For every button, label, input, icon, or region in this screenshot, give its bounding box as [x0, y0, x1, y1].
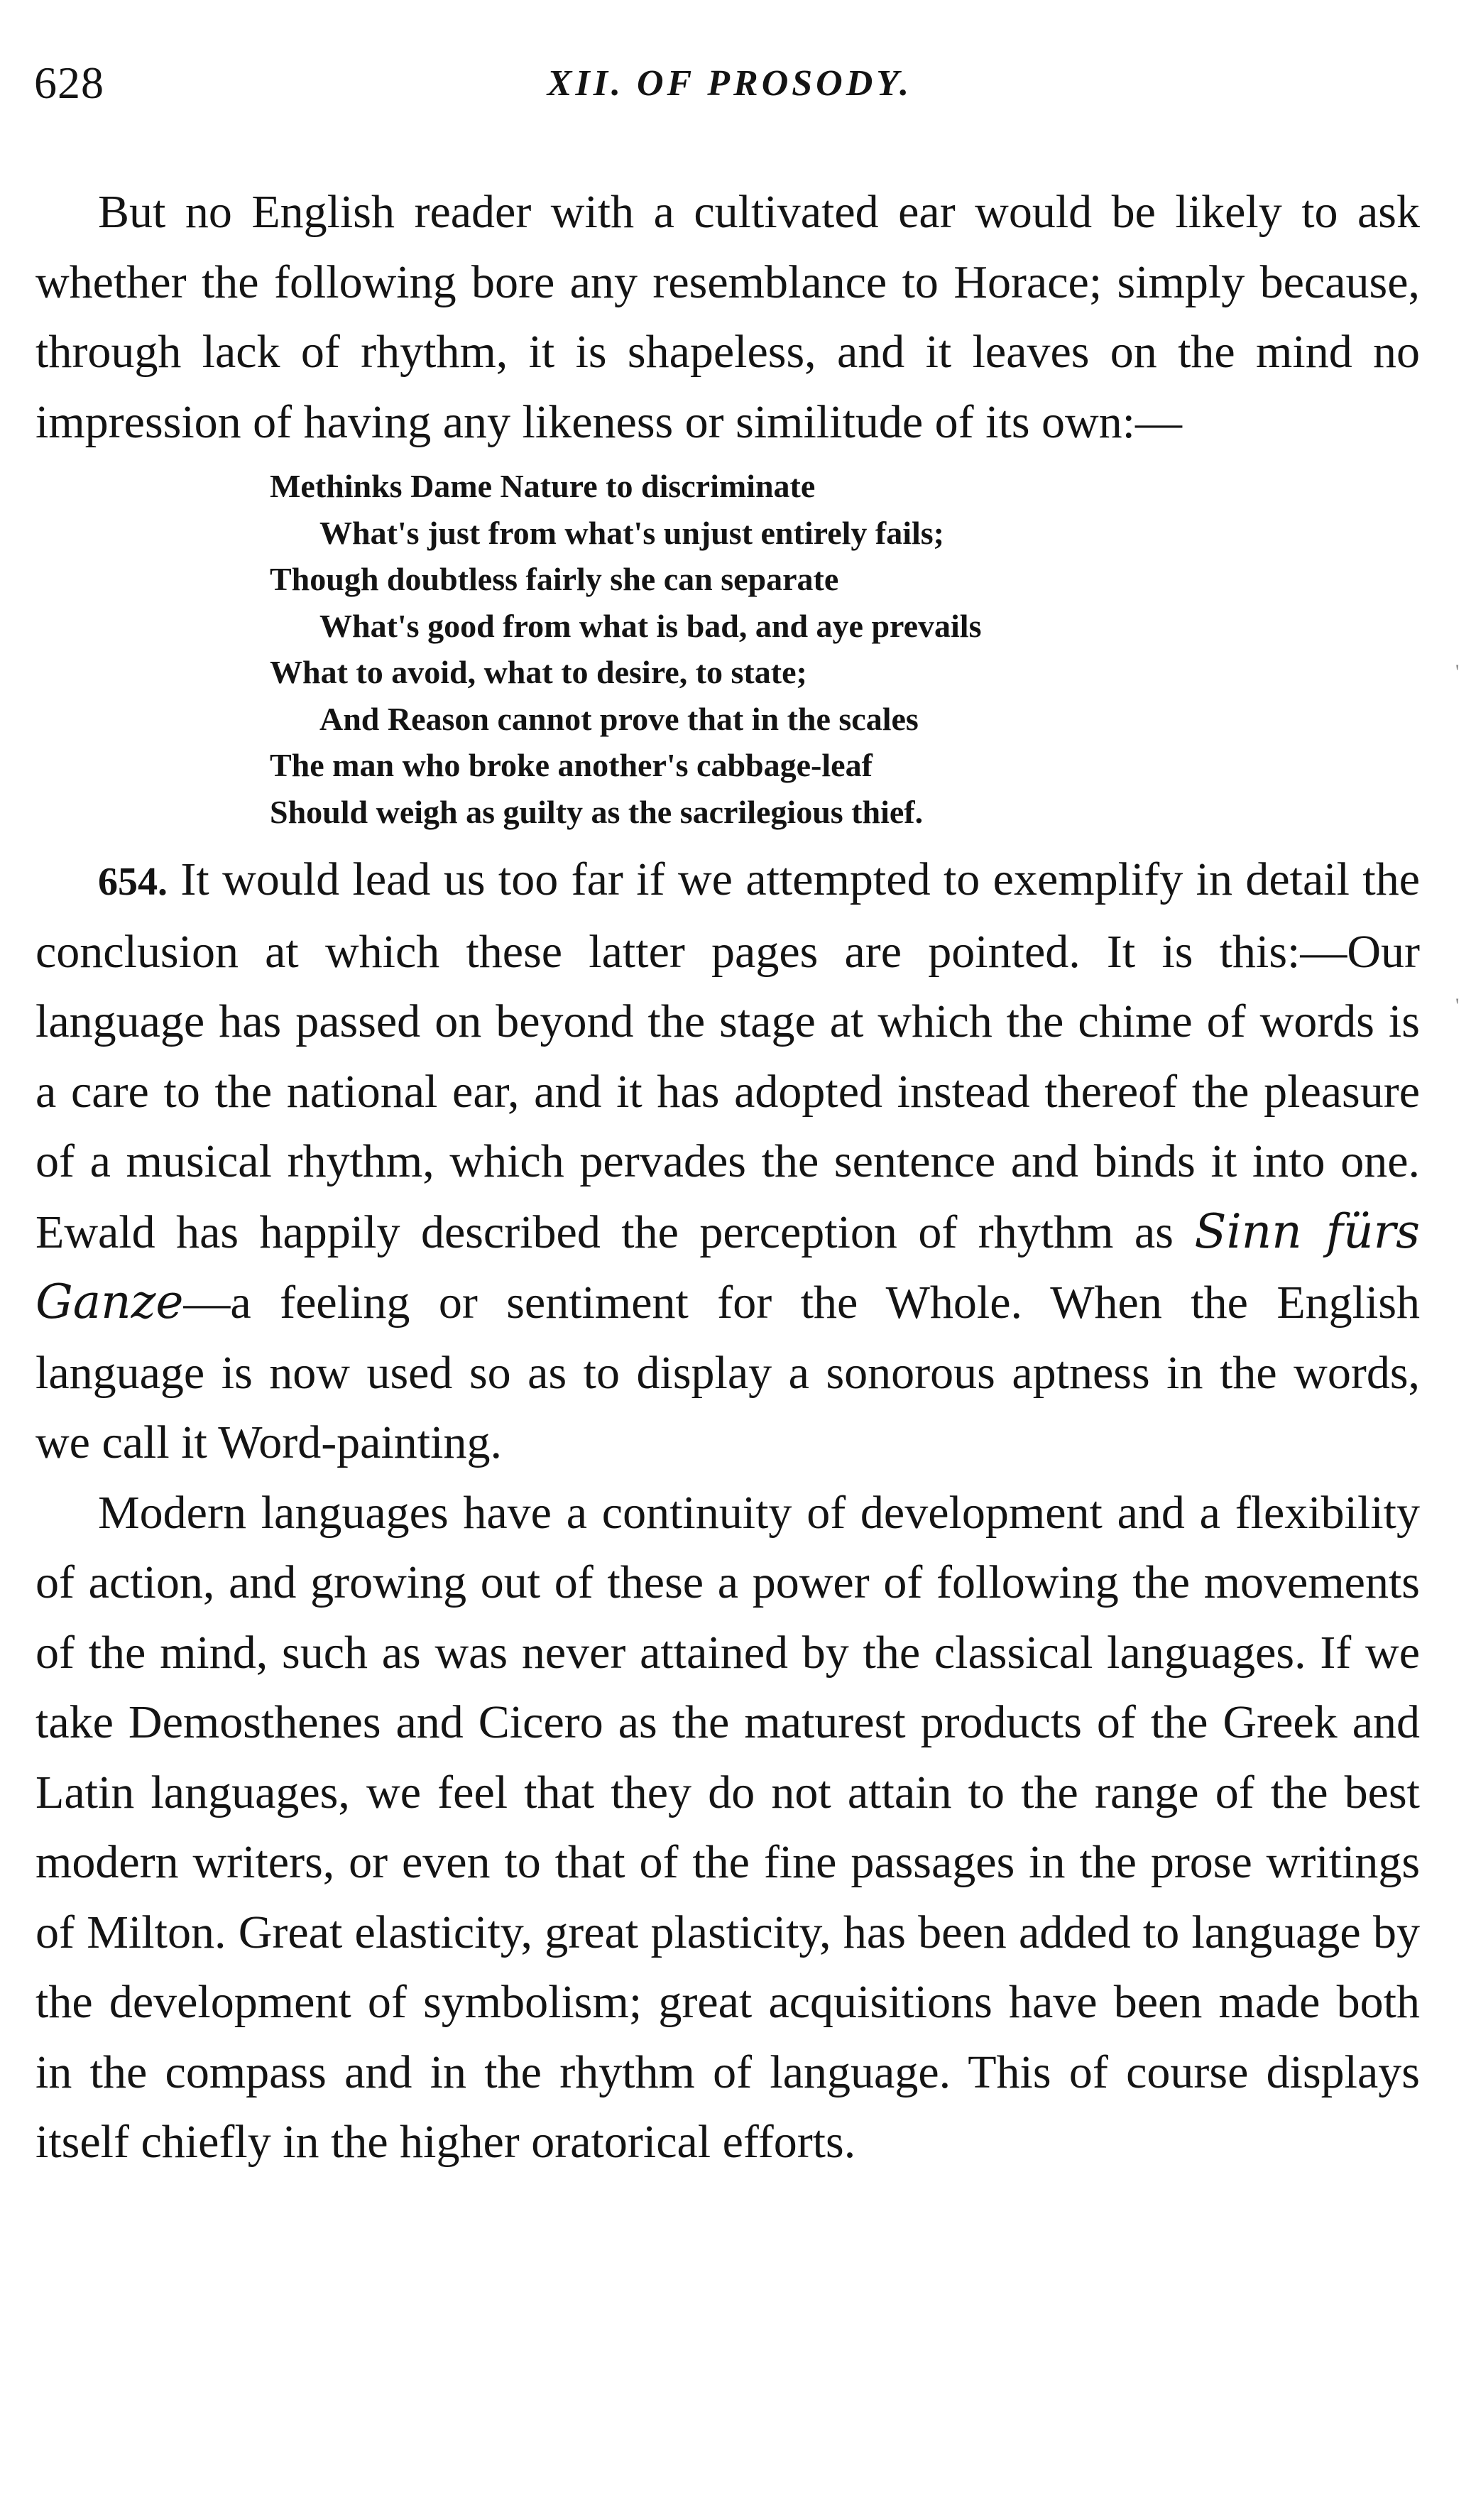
verse-line: What's just from what's unjust entirely fails;	[319, 514, 944, 551]
running-head: XII. OF PROSODY.	[547, 63, 913, 104]
verse-line: What's good from what is bad, and aye prevails	[319, 607, 982, 644]
verse-line: What to avoid, what to desire, to state;	[270, 654, 807, 690]
margin-speck: '	[1455, 994, 1460, 1018]
verse-line: Methinks Dame Nature to discriminate	[270, 468, 816, 504]
intro-paragraph: But no English reader with a cultivated ear would be likely to ask whether the following bore any resemblance to Horace; simply because, through lack of rhythm, it is shapeless, and it leaves on the mind no impression of having any likeness or similitude of its own:—	[35, 186, 1420, 448]
section-number: 654.	[98, 860, 168, 904]
verse-line: Though doubtless fairly she can separate	[270, 561, 839, 597]
page-number: 628	[34, 58, 104, 108]
german-phrase: Sinn fürs Ganze	[35, 1204, 1421, 1329]
section-654-text-before: It would lead us too far if we attempted to exemplify in detail the conclusion at which these latter pages are pointed. It is this:—Our language has passed on beyond the stage at which the chime of words is a care to the national ear, and it has adopted instead thereof the pleasure of a musical rhythm, which pervades the sentence and binds it into one. Ewald has happily described the perception of rhythm as	[35, 853, 1421, 1258]
verse-quotation	[270, 463, 1420, 835]
final-paragraph: Modern languages have a continuity of development and a flexibility of action, and growing out of these a power of following the movements of the mind, such as was never attained by the classical languages. If we take Demosthenes and Cicero as the maturest products of the Greek and Latin languages, we feel that they do not attain to the range of the best modern writers, or even to that of the fine passages in the prose writings of Milton. Great elasticity, great plasticity, has been added to language by the development of symbolism; great acquisitions have been made both in the compass and in the rhythm of language. This of course displays itself chiefly in the higher oratorical efforts.	[35, 1486, 1420, 2168]
verse-line: The man who broke another's cabbage-leaf	[270, 747, 873, 783]
body-text	[35, 178, 1420, 2178]
margin-speck: '	[1455, 660, 1460, 684]
section-654-paragraph	[35, 845, 1420, 1478]
verse-line: Should weigh as guilty as the sacrilegious thief.	[270, 793, 924, 830]
verse-line: And Reason cannot prove that in the scales	[319, 700, 919, 737]
section-654-text-after: —a feeling or sentiment for the Whole. When the English language is now used so as to display a sonorous aptness in the words, we call it Word-painting.	[35, 1277, 1420, 1468]
page-header	[34, 57, 1426, 114]
